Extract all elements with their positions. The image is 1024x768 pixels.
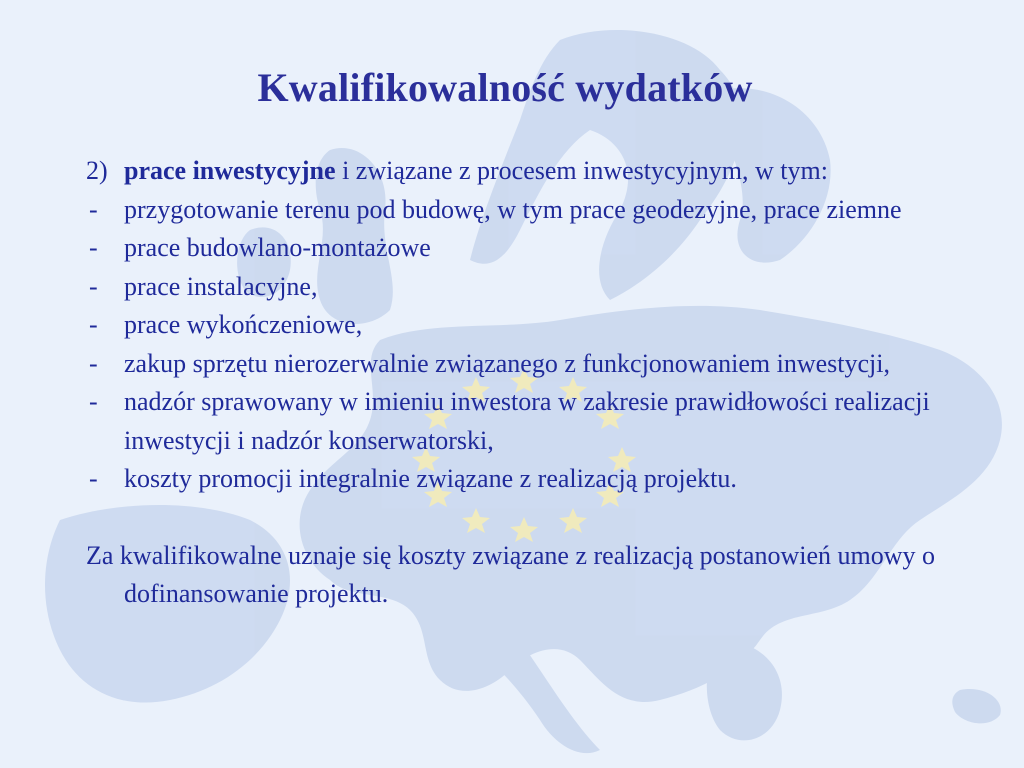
bullet-marker: - (89, 194, 98, 224)
bullet-marker: - (89, 464, 98, 493)
item-number: 2) (86, 156, 108, 185)
bullet-marker: - (89, 348, 98, 378)
spacer (86, 499, 986, 537)
bullet-marker: - (89, 271, 98, 301)
list-item-text: nadzór sprawowany w imieniu inwestora w zakresie prawidłowości realizacji inwestycji i nadzór konserwatorski, (124, 387, 930, 455)
list-item-text: przygotowanie terenu pod budowę, w tym prace geodezyjne, prace ziemne (124, 194, 902, 224)
list-item-text: prace budowlano-montażowe (124, 233, 431, 262)
intro-bold-text: prace inwestycyjne (124, 156, 336, 185)
closing-paragraph: Za kwalifikowalne uznaje się koszty związane z realizacją postanowień umowy o dofinansowanie projektu. (86, 540, 935, 608)
list-item (86, 268, 986, 307)
list-item (86, 345, 986, 384)
bullet-marker: - (89, 387, 98, 416)
bullet-marker: - (89, 310, 98, 339)
list-item-text: koszty promocji integralnie związane z realizacją projektu. (124, 464, 737, 493)
intro-paragraph (86, 152, 986, 191)
list-item (86, 306, 986, 345)
bullet-marker: - (89, 233, 98, 262)
list-item-text: zakup sprzętu nierozerwalnie związanego z funkcjonowaniem inwestycji, (124, 348, 890, 378)
intro-rest-text: i związane z procesem inwestycyjnym, w tym: (335, 156, 828, 185)
list-item-text: prace wykończeniowe, (124, 310, 363, 339)
list-item (86, 229, 986, 268)
list-item-text: prace instalacyjne, (124, 271, 318, 301)
slide-title: Kwalifikowalność wydatków (257, 65, 753, 110)
slide-body (86, 152, 986, 614)
list-item (86, 191, 986, 230)
list-item (86, 383, 986, 460)
list-item (86, 460, 986, 499)
